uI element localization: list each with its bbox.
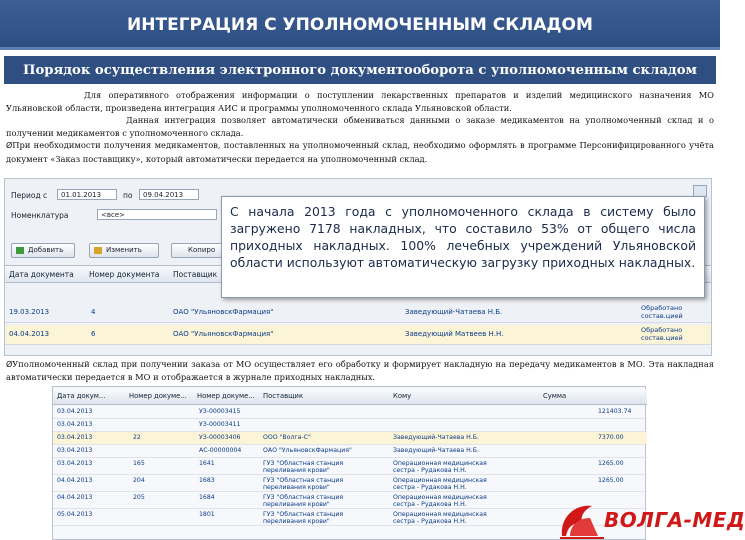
- cell-n2: УЗ-00003406: [199, 434, 241, 441]
- cell-date: 03.04.2013: [57, 434, 93, 441]
- col-sum[interactable]: Сумма: [543, 392, 567, 400]
- add-icon: [16, 247, 24, 254]
- cell-date: 03.04.2013: [57, 460, 93, 467]
- bullet-arrow-icon: Ø: [6, 360, 13, 369]
- cell-n2: УЗ-00003415: [199, 408, 241, 415]
- cell-to: Заведующий-Чатаева Н.Б.: [393, 434, 479, 441]
- col-supplier[interactable]: Поставщик: [263, 392, 304, 400]
- intro-paragraph-2: Данная интеграция позволяет автоматически обмениваться данными о заказе медикаментов на уполномоченный склад и о получении медикаментов с уполномоченного склада.: [6, 115, 714, 138]
- row-date: 04.04.2013: [9, 330, 50, 338]
- cell-sum: 1265.00: [598, 460, 624, 467]
- cell-n1: 22: [133, 434, 141, 441]
- cell-n2: АС-00000004: [199, 447, 242, 454]
- table-row[interactable]: [53, 432, 647, 445]
- row-number: 4: [91, 308, 96, 316]
- period-label: Период с: [11, 191, 48, 200]
- copy-button-label: Копиро: [188, 246, 216, 254]
- edit-icon: [94, 247, 102, 254]
- cell-to: Заведующий-Чатаева Н.Б.: [393, 447, 479, 454]
- cell-n1: 165: [133, 460, 145, 467]
- row-supplier: ОАО "УльяновскФармация": [173, 308, 274, 316]
- intro-paragraph-3: [6, 139, 714, 165]
- col-number[interactable]: Номер документа: [89, 270, 160, 279]
- cell-n1: 205: [133, 494, 145, 501]
- add-button[interactable]: [11, 243, 75, 258]
- cell-date: 05.04.2013: [57, 511, 93, 518]
- row-date: 19.03.2013: [9, 308, 50, 316]
- cell-to: Операционная медицинская сестра - Рудакова Н.Н.: [393, 477, 487, 491]
- cell-sum: 121403.74: [598, 408, 632, 415]
- outro-paragraph: Уполномоченный склад при получении заказа от МО осуществляет его обработку и формирует накладную на передачу медикаментов в МО. Эта накладная автоматически передается в МО и отображается в журнале приходных накладных.: [6, 359, 714, 383]
- col-doc-number-2[interactable]: Номер докуме...: [197, 392, 255, 400]
- edit-button[interactable]: [89, 243, 159, 258]
- cell-date: 03.04.2013: [57, 408, 93, 415]
- cell-to: Операционная медицинская сестра - Рудакова Н.Н.: [393, 511, 487, 525]
- intro-paragraph-1: Для оперативного отображения информации о поступлении лекарственных препаратов и изделий медицинского назначения МО Ульяновской области, произведена интеграция АИС и программы уполномоченного склада Ульяновской области.: [6, 90, 714, 113]
- date-from-input[interactable]: 01.01.2013: [57, 189, 117, 200]
- statistics-callout: [221, 196, 705, 298]
- cell-n2: 1641: [199, 460, 215, 467]
- intro-paragraph-3-text: При необходимости получения медикаментов, поставленных на уполномоченный склад, необходимо оформлять в программе Персонифицированного учёта документ «Заказ поставщику», который автоматически передается на уполномоченный склад.: [6, 140, 714, 164]
- cell-date: 03.04.2013: [57, 421, 93, 428]
- row-status: Обработано состав.цией: [641, 304, 683, 320]
- col-supplier[interactable]: Поставщик: [173, 270, 218, 279]
- slide-title-text: ИНТЕГРАЦИЯ С УПОЛНОМОЧЕННЫМ СКЛАДОМ: [127, 15, 593, 35]
- table-row[interactable]: [53, 406, 647, 419]
- table-row[interactable]: [5, 325, 711, 345]
- cell-date: 04.04.2013: [57, 477, 93, 484]
- nomenclature-label: Номенклатура: [11, 211, 69, 220]
- cell-to: Операционная медицинская сестра - Рудакова Н.Н.: [393, 494, 487, 508]
- cell-supplier: ООО "Волга-С": [263, 434, 311, 441]
- cell-date: 04.04.2013: [57, 494, 93, 501]
- cell-n2: 1801: [199, 511, 215, 518]
- table-row[interactable]: [53, 445, 647, 458]
- cell-n2: УЗ-00003411: [199, 421, 241, 428]
- outro-text: [6, 358, 714, 384]
- col-doc-number-1[interactable]: Номер докуме...: [129, 392, 187, 400]
- edit-button-label: Изменить: [106, 246, 142, 254]
- cell-n1: 204: [133, 477, 145, 484]
- table-row[interactable]: [5, 303, 711, 323]
- row-person: Заведующий-Чатаева Н.Б.: [405, 308, 503, 316]
- cell-date: 03.04.2013: [57, 447, 93, 454]
- copy-button[interactable]: [171, 243, 227, 258]
- date-to-input[interactable]: 09.04.2013: [139, 189, 199, 200]
- cell-supplier: ГУЗ "Областная станция переливания крови": [263, 477, 344, 491]
- add-button-label: Добавить: [28, 246, 64, 254]
- statistics-callout-text: С начала 2013 года с уполномоченного склада в систему было загружено 7178 накладных, что составило 53% от общего числа приходных накладных. 100% лечебных учреждений Ульяновской области используют автоматическую загрузку приходных накладных.: [230, 204, 696, 270]
- row-supplier: ОАО "УльяновскФармация": [173, 330, 274, 338]
- row-number: 6: [91, 330, 96, 338]
- bullet-arrow-icon: Ø: [6, 141, 13, 151]
- cell-to: Операционная медицинская сестра - Рудакова Н.Н.: [393, 460, 487, 474]
- cell-sum: 7370.00: [598, 434, 624, 441]
- logo-text: ВОЛГА-МЕД: [604, 508, 745, 532]
- col-date[interactable]: Дата документа: [9, 270, 74, 279]
- slide-title: [0, 0, 720, 50]
- intro-text: [6, 89, 714, 166]
- slide-subtitle: [4, 56, 716, 84]
- cell-sum: 1265.00: [598, 477, 624, 484]
- invoice-journal-header: [53, 389, 647, 405]
- cell-n2: 1684: [199, 494, 215, 501]
- row-status: Обработано состав.цией: [641, 326, 683, 342]
- table-row[interactable]: [53, 419, 647, 432]
- cell-n2: 1683: [199, 477, 215, 484]
- table-row[interactable]: [53, 458, 647, 475]
- nomenclature-input[interactable]: <все>: [97, 209, 217, 220]
- col-doc-date[interactable]: Дата докум...: [57, 392, 106, 400]
- cell-supplier: ГУЗ "Областная станция переливания крови": [263, 511, 344, 525]
- table-row[interactable]: [53, 475, 647, 492]
- cell-supplier: ОАО "УльяновскФармация": [263, 447, 352, 454]
- slide-subtitle-text: Порядок осуществления электронного документооборота с уполномоченным складом: [23, 62, 697, 78]
- cell-supplier: ГУЗ "Областная станция переливания крови": [263, 460, 344, 474]
- cell-supplier: ГУЗ "Областная станция переливания крови": [263, 494, 344, 508]
- row-person: Заведующий Матвеев Н.Н.: [405, 330, 504, 338]
- to-label: по: [123, 191, 133, 200]
- col-recipient[interactable]: Кому: [393, 392, 412, 400]
